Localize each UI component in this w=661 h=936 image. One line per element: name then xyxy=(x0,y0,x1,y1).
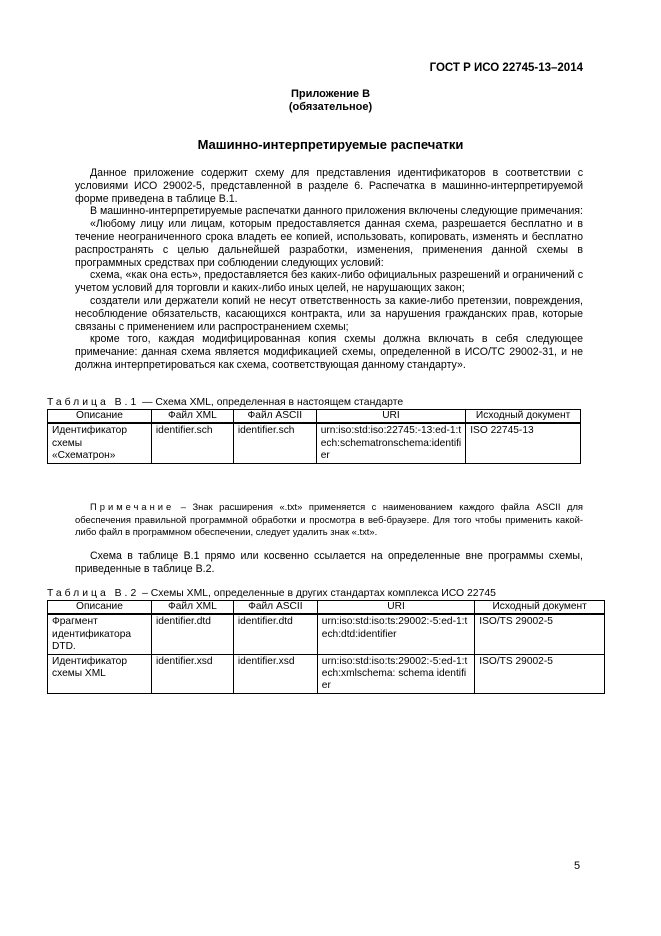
table-cell: identifier.sch xyxy=(233,423,316,463)
intro-text xyxy=(75,167,583,372)
table2-header-cell: Исходный документ xyxy=(475,601,605,615)
table1-header-cell: Исходный документ xyxy=(466,410,581,424)
table1-header-cell: URI xyxy=(316,410,465,424)
table1-caption-text: — Схема XML, определенная в настоящем стандарте xyxy=(139,397,404,408)
table-cell: identifier.dtd xyxy=(233,614,317,654)
table-cell: Фрагмент идентификатора DTD. xyxy=(48,614,152,654)
table2-caption xyxy=(47,588,496,600)
table-cell: urn:iso:std:iso:ts:29002:-5:ed-1:tech:dtd:identifier xyxy=(317,614,474,654)
table2-header-cell: Файл ASCII xyxy=(233,601,317,615)
paragraph: Данное приложение содержит схему для представления идентификаторов в соответствии с условиями ИСО 29002-5, представленной в разделе 6. Распечатка в машинно-интерпретируемой форме приведена в таблице В.1. xyxy=(75,167,583,205)
note-text: – Знак расширения «.txt» применяется с наименованием каждого файла ASCII для обеспечения правильной программной обработки и просмотра в веб-браузере. Для того чтобы применить какой-либо файл в программном обеспечении, следует удалить знак «.txt». xyxy=(75,501,583,537)
page-number: 5 xyxy=(574,860,581,872)
appendix-title: Приложение В xyxy=(290,88,371,100)
table1-header-row xyxy=(48,410,581,424)
table1-header-cell: Описание xyxy=(48,410,152,424)
note-label: Примечание xyxy=(90,501,175,512)
table1-header-cell: Файл ASCII xyxy=(233,410,316,424)
table-cell: ISO/TS 29002-5 xyxy=(475,614,605,654)
paragraph: Схема в таблице В.1 прямо или косвенно ссылается на определенные вне программы схемы, приведенные в таблице В.2. xyxy=(75,550,583,575)
reference-text xyxy=(75,550,583,576)
table-cell: identifier.xsd xyxy=(151,654,233,693)
table-cell: urn:iso:std:iso:ts:29002:-5:ed-1:tech:xmlschema: schema identifier xyxy=(317,654,474,693)
table-cell: identifier.xsd xyxy=(233,654,317,693)
table-note xyxy=(75,501,583,539)
table2 xyxy=(47,600,605,694)
appendix-status: (обязательное) xyxy=(288,101,373,113)
table1-caption-label: Таблица В.1 xyxy=(47,397,140,408)
table-row xyxy=(48,614,605,654)
table-cell: ISO/TS 29002-5 xyxy=(475,654,605,693)
paragraph: кроме того, каждая модифицированная копия схемы должна включать в себя следующее примечание: данная схема является модификацией схемы, определенной в ИСО/ТС 29002-31, и не должна интерпретироваться как схема, соответствующая данному стандарту». xyxy=(75,333,583,371)
table1 xyxy=(47,409,581,464)
table-cell: ISO 22745-13 xyxy=(466,423,581,463)
table-cell: urn:iso:std:iso:22745:-13:ed-1:tech:schematronschema:identifier xyxy=(316,423,465,463)
table2-header-cell: Описание xyxy=(48,601,152,615)
table2-caption-label: Таблица В.2 xyxy=(47,588,140,599)
table2-header-cell: Файл XML xyxy=(151,601,233,615)
table2-header-row xyxy=(48,601,605,615)
table2-header-cell: URI xyxy=(317,601,474,615)
standard-header: ГОСТ Р ИСО 22745-13–2014 xyxy=(429,62,583,74)
table2-caption-text: – Схемы XML, определенные в других стандартах комплекса ИСО 22745 xyxy=(139,588,496,599)
table-row xyxy=(48,423,581,463)
table-cell: identifier.sch xyxy=(151,423,233,463)
table1-header-cell: Файл XML xyxy=(151,410,233,424)
paragraph: схема, «как она есть», предоставляется без каких-либо официальных разрешений и ограничений с учетом условий для торговли и каких-либо иных целей, не нарушающих закон; xyxy=(75,269,583,295)
appendix-heading xyxy=(0,88,661,114)
table-cell: Идентификатор схемы XML xyxy=(48,654,152,693)
paragraph: «Любому лицу или лицам, которым предоставляется данная схема, разрешается бесплатно и в течение неограниченного срока владеть ее копией, использовать, копировать, изменять и бесплатно распространять с целью дальнейшей разработки, изменения, применения данной схемы в программных средствах при соблюдении следующих условий: xyxy=(75,218,583,269)
table-cell: identifier.dtd xyxy=(151,614,233,654)
section-title: Машинно-интерпретируемые распечатки xyxy=(197,137,464,152)
paragraph: создатели или держатели копий не несут ответственность за какие-либо претензии, повреждения, несоблюдение обязательств, касающихся контракта, или за нарушения гражданских прав, которые связаны с применением или распространением схемы; xyxy=(75,294,583,333)
table-row xyxy=(48,654,605,693)
table1-caption xyxy=(47,397,403,409)
table-cell: Идентификатор схемы «Схематрон» xyxy=(48,423,152,463)
paragraph: В машинно-интерпретируемые распечатки данного приложения включены следующие примечания: xyxy=(90,205,583,218)
